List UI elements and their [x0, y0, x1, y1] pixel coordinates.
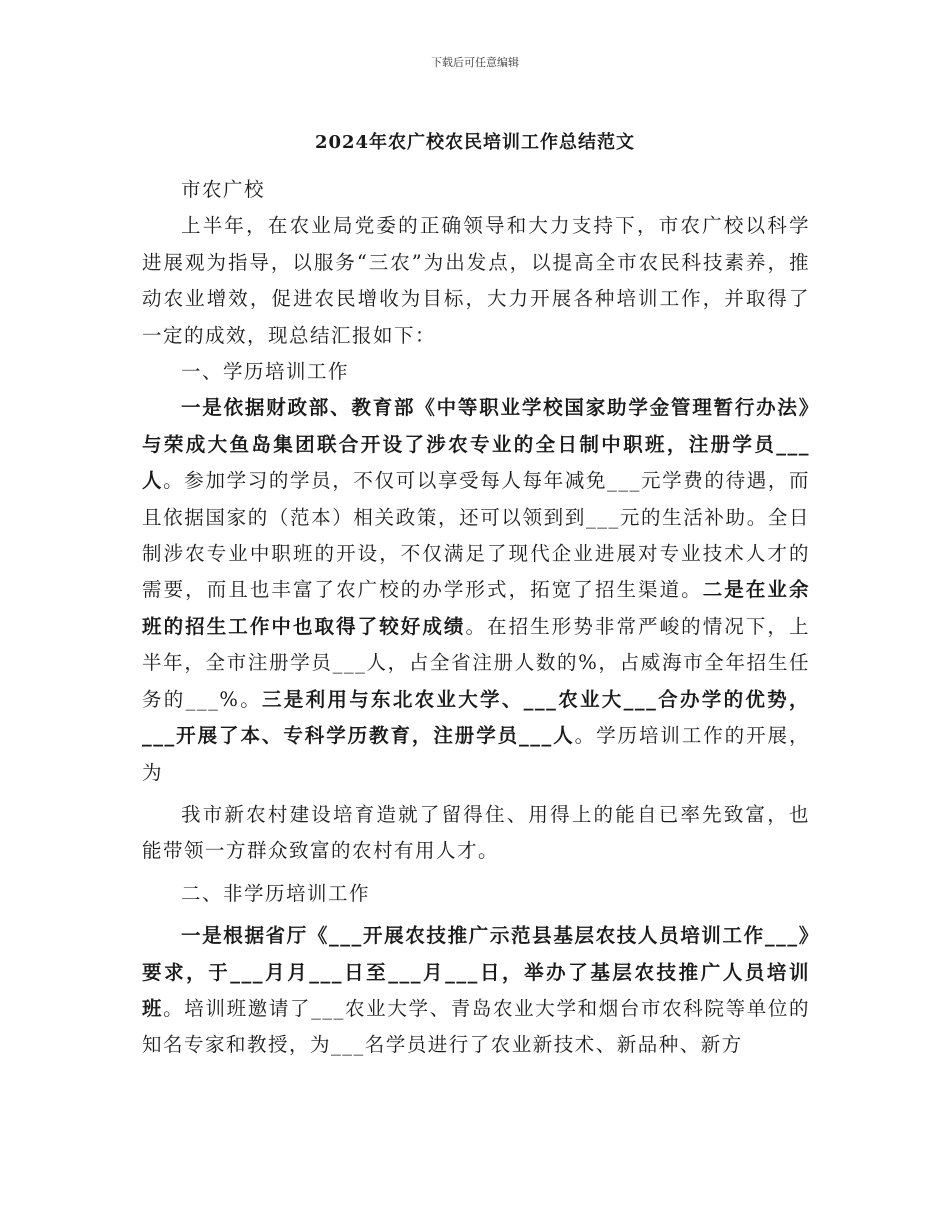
section1-heading: 一、学历培训工作	[181, 360, 350, 384]
section1-p1-bold: 一是依据财政部、教育部《中等职业学校国家助学金管理暂行办法》与荣成大鱼岛集团联合开设了涉农专业的全日制中职班，注册学员___人	[142, 396, 810, 493]
section1-paragraph-1	[142, 390, 810, 790]
section1-p1-text: 。参加学习的学员，不仅可以享受每人每年减免___元学费的待遇，而且依据国家的（范本）相关政策，还可以领到到___元的生活补助。全日制涉农专业中职班的开设，不仅满足了现代企业进展对专业技术人才的需要，而且也丰富了农广校的办学形式，拓宽了招生渠道。	[142, 469, 810, 602]
section2-p1-bold: 一是根据省厅《___开展农技推广示范县基层农技人员培训工作___》要求，于___月月___日至___月___日，举办了基层农技推广人员培训班	[142, 924, 810, 1020]
document-title: 2024年农广校农民培训工作总结范文	[314, 132, 636, 153]
section1-p2-bold: 二是在业余班的招生工作中也取得了较好成绩	[142, 578, 810, 638]
section1-p2-text: 。在招生形势非常严峻的情况下，上半年，全市注册学员___人，占全省注册人数的%，占威海市全年招生任务的___%。	[142, 614, 810, 711]
author-line: 市农广校	[181, 178, 266, 201]
section2-heading: 二、非学历培训工作	[181, 881, 371, 905]
section1-p3-text: 。学历培训工作的开展，为	[142, 724, 810, 784]
section2-p1-text: 。培训班邀请了___农业大学、青岛农业大学和烟台市农科院等单位的知名专家和教授，为___名学员进行了农业新技术、新品种、新方	[142, 996, 810, 1057]
section2-paragraph-1	[142, 918, 810, 1064]
page-header-note: 下载后可任意编辑	[431, 56, 519, 69]
document-body	[142, 172, 810, 1064]
intro-paragraph: 上半年，在农业局党委的正确领导和大力支持下，市农广校以科学进展观为指导，以服务“三农”为出发点，以提高全市农民科技素养，推动农业增效，促进农民增收为目标，大力开展各种培训工作，并取得了一定的成效，现总结汇报如下：	[142, 214, 810, 347]
section1-p3-bold: 三是利用与东北农业大学、___农业大___合办学的优势，___开展了本、专科学历教育，注册学员___人	[142, 687, 810, 748]
section1-paragraph-2: 我市新农村建设培育造就了留得住、用得上的能自已率先致富，也能带领一方群众致富的农村有用人才。	[142, 802, 810, 863]
